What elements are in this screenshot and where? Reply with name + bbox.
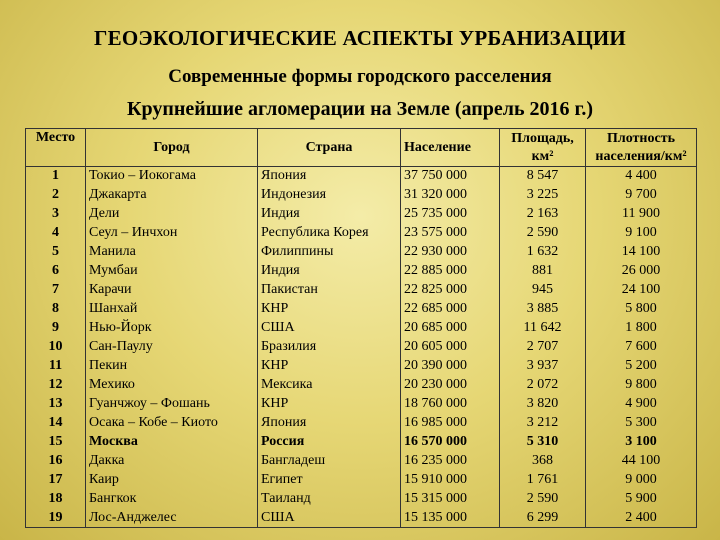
cell-density: 4 900 — [586, 395, 697, 414]
cell-area: 1 761 — [500, 471, 586, 490]
table-row — [26, 452, 697, 471]
cell-country: Пакистан — [258, 281, 401, 300]
cell-area: 3 820 — [500, 395, 586, 414]
header-area-line1: Площадь, — [511, 130, 574, 146]
cell-city: Манила — [86, 243, 258, 262]
cell-population: 20 685 000 — [401, 319, 500, 338]
cell-place: 7 — [26, 281, 86, 300]
cell-country: Таиланд — [258, 490, 401, 509]
table-row — [26, 357, 697, 376]
cell-country: Филиппины — [258, 243, 401, 262]
table-row — [26, 186, 697, 205]
header-density-line1: Плотность — [607, 130, 675, 146]
cell-city: Дели — [86, 205, 258, 224]
cell-area: 2 707 — [500, 338, 586, 357]
cell-density: 5 800 — [586, 300, 697, 319]
table-body — [26, 167, 697, 528]
cell-place: 10 — [26, 338, 86, 357]
cell-place: 13 — [26, 395, 86, 414]
cell-density: 44 100 — [586, 452, 697, 471]
cell-city: Мумбаи — [86, 262, 258, 281]
table-row — [26, 319, 697, 338]
cell-city: Карачи — [86, 281, 258, 300]
cell-density: 26 000 — [586, 262, 697, 281]
table-row — [26, 281, 697, 300]
header-city: Город — [86, 129, 258, 167]
header-country: Страна — [258, 129, 401, 167]
cell-area: 2 590 — [500, 224, 586, 243]
cell-population: 22 685 000 — [401, 300, 500, 319]
cell-density: 9 100 — [586, 224, 697, 243]
cell-area: 11 642 — [500, 319, 586, 338]
cell-population: 37 750 000 — [401, 167, 500, 186]
table-row — [26, 300, 697, 319]
cell-city: Пекин — [86, 357, 258, 376]
cell-area: 6 299 — [500, 509, 586, 528]
header-population: Население — [401, 129, 500, 167]
cell-city: Москва — [86, 433, 258, 452]
cell-city: Сан-Паулу — [86, 338, 258, 357]
header-density-line2: населения/км² — [595, 148, 687, 164]
cell-country: Бангладеш — [258, 452, 401, 471]
page-title: ГЕОЭКОЛОГИЧЕСКИЕ АСПЕКТЫ УРБАНИЗАЦИИ — [94, 26, 626, 50]
cell-city: Мехико — [86, 376, 258, 395]
cell-density: 9 700 — [586, 186, 697, 205]
header-density — [586, 129, 697, 167]
cell-density: 5 300 — [586, 414, 697, 433]
cell-area: 5 310 — [500, 433, 586, 452]
cell-area: 3 885 — [500, 300, 586, 319]
table-row — [26, 224, 697, 243]
header-place: Место — [26, 129, 86, 167]
cell-density: 14 100 — [586, 243, 697, 262]
cell-population: 23 575 000 — [401, 224, 500, 243]
cell-country: Индонезия — [258, 186, 401, 205]
cell-area: 881 — [500, 262, 586, 281]
cell-country: КНР — [258, 300, 401, 319]
cell-place: 19 — [26, 509, 86, 528]
cell-place: 8 — [26, 300, 86, 319]
cell-area: 3 212 — [500, 414, 586, 433]
cell-city: Токио – Иокогама — [86, 167, 258, 186]
cell-place: 16 — [26, 452, 86, 471]
cell-city: Сеул – Инчхон — [86, 224, 258, 243]
table-row — [26, 262, 697, 281]
cell-place: 11 — [26, 357, 86, 376]
cell-place: 6 — [26, 262, 86, 281]
cell-place: 18 — [26, 490, 86, 509]
cell-population: 15 135 000 — [401, 509, 500, 528]
cell-population: 25 735 000 — [401, 205, 500, 224]
cell-population: 15 910 000 — [401, 471, 500, 490]
table-row — [26, 243, 697, 262]
cell-country: США — [258, 509, 401, 528]
cell-density: 4 400 — [586, 167, 697, 186]
cell-place: 5 — [26, 243, 86, 262]
cell-density: 11 900 — [586, 205, 697, 224]
table-row — [26, 509, 697, 528]
cell-area: 2 590 — [500, 490, 586, 509]
cell-country: КНР — [258, 395, 401, 414]
cell-population: 20 390 000 — [401, 357, 500, 376]
cell-place: 12 — [26, 376, 86, 395]
cell-area: 2 163 — [500, 205, 586, 224]
cell-place: 1 — [26, 167, 86, 186]
cell-population: 20 230 000 — [401, 376, 500, 395]
cell-city: Осака – Кобе – Киото — [86, 414, 258, 433]
header-area-line2: км² — [531, 148, 554, 164]
table-row — [26, 205, 697, 224]
cell-place: 2 — [26, 186, 86, 205]
cell-city: Гуанчжоу – Фошань — [86, 395, 258, 414]
cell-place: 9 — [26, 319, 86, 338]
cell-density: 5 200 — [586, 357, 697, 376]
cell-city: Нью-Йорк — [86, 319, 258, 338]
cell-population: 15 315 000 — [401, 490, 500, 509]
cell-area: 2 072 — [500, 376, 586, 395]
cell-population: 16 985 000 — [401, 414, 500, 433]
cell-density: 9 800 — [586, 376, 697, 395]
cell-country: Япония — [258, 414, 401, 433]
table-row — [26, 167, 697, 186]
cell-place: 3 — [26, 205, 86, 224]
table-header-row — [26, 129, 697, 167]
cell-area: 1 632 — [500, 243, 586, 262]
cell-population: 20 605 000 — [401, 338, 500, 357]
cell-area: 3 937 — [500, 357, 586, 376]
cell-country: КНР — [258, 357, 401, 376]
cell-place: 4 — [26, 224, 86, 243]
cell-country: Япония — [258, 167, 401, 186]
table-row — [26, 395, 697, 414]
cell-population: 18 760 000 — [401, 395, 500, 414]
cell-city: Бангкок — [86, 490, 258, 509]
table-row — [26, 433, 697, 452]
cell-country: Республика Корея — [258, 224, 401, 243]
cell-country: Индия — [258, 262, 401, 281]
cell-country: Россия — [258, 433, 401, 452]
cell-country: Египет — [258, 471, 401, 490]
cell-city: Шанхай — [86, 300, 258, 319]
cell-population: 22 930 000 — [401, 243, 500, 262]
cell-country: Бразилия — [258, 338, 401, 357]
header-area — [500, 129, 586, 167]
cell-city: Каир — [86, 471, 258, 490]
cell-density: 24 100 — [586, 281, 697, 300]
cell-density: 5 900 — [586, 490, 697, 509]
cell-population: 22 825 000 — [401, 281, 500, 300]
table-row — [26, 490, 697, 509]
cell-area: 945 — [500, 281, 586, 300]
cell-population: 22 885 000 — [401, 262, 500, 281]
table-row — [26, 414, 697, 433]
table-row — [26, 338, 697, 357]
cell-city: Дакка — [86, 452, 258, 471]
cell-area: 368 — [500, 452, 586, 471]
cell-population: 31 320 000 — [401, 186, 500, 205]
cell-place: 17 — [26, 471, 86, 490]
cell-density: 2 400 — [586, 509, 697, 528]
cell-city: Джакарта — [86, 186, 258, 205]
cell-country: Мексика — [258, 376, 401, 395]
table-title: Крупнейшие агломерации на Земле (апрель 2016 г.) — [126, 98, 594, 120]
cell-place: 14 — [26, 414, 86, 433]
cell-density: 1 800 — [586, 319, 697, 338]
cell-density: 9 000 — [586, 471, 697, 490]
agglomerations-table — [25, 128, 697, 528]
page-subtitle: Современные формы городского расселения — [168, 66, 552, 87]
cell-place: 15 — [26, 433, 86, 452]
cell-density: 3 100 — [586, 433, 697, 452]
table-row — [26, 471, 697, 490]
cell-area: 3 225 — [500, 186, 586, 205]
cell-population: 16 570 000 — [401, 433, 500, 452]
cell-population: 16 235 000 — [401, 452, 500, 471]
cell-area: 8 547 — [500, 167, 586, 186]
cell-density: 7 600 — [586, 338, 697, 357]
cell-city: Лос-Анджелес — [86, 509, 258, 528]
cell-country: Индия — [258, 205, 401, 224]
table-row — [26, 376, 697, 395]
cell-country: США — [258, 319, 401, 338]
